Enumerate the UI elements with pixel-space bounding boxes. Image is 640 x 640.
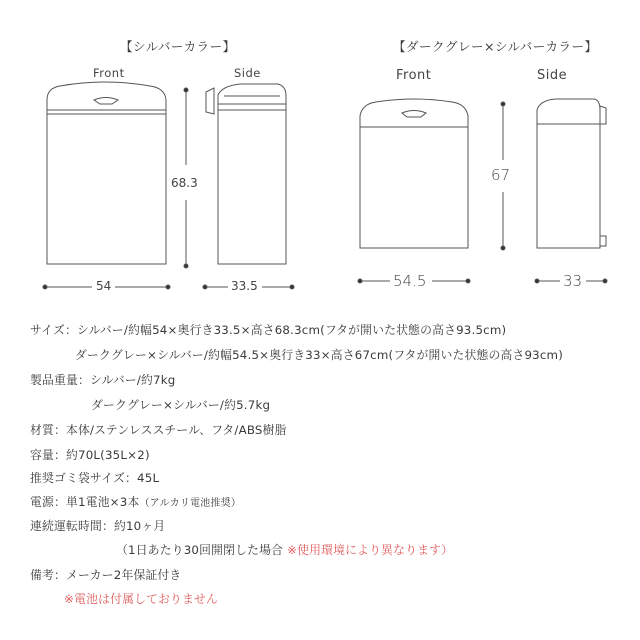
spec-capacity: 容量：約70L(35L×2) <box>30 448 150 462</box>
dark-side-drawing <box>537 99 606 248</box>
silver-side-drawing <box>206 84 286 264</box>
spec-power-main: 電源：単1電池×3本 <box>30 495 140 509</box>
dark-depth-value: 33 <box>563 272 583 290</box>
spec-power <box>30 493 241 510</box>
spec-runtime: 連続運転時間：約10ヶ月 <box>30 519 166 533</box>
silver-heading: 【シルバーカラー】 <box>120 39 236 54</box>
spec-size-dark: ダークグレー×シルバー/約幅54.5×奥行き33×高さ67cm(フタが開いた状態の高さ93cm) <box>75 348 564 362</box>
spec-size-silver: サイズ：シルバー/約幅54×奥行き33.5×高さ68.3cm(フタが開いた状態の高さ93.5cm) <box>30 323 507 337</box>
spec-bag-size: 推奨ゴミ袋サイズ：45L <box>30 471 160 485</box>
dark-front-drawing <box>360 99 468 248</box>
silver-front-drawing <box>47 82 166 264</box>
silver-width-value: 54 <box>96 279 112 293</box>
silver-front-label: Front <box>93 66 125 80</box>
spec-runtime-note-mark: ※使用環境により異なります） <box>287 543 454 557</box>
silver-depth-value: 33.5 <box>231 279 258 293</box>
spec-runtime-note-a: （1日あたり30回開閉した場合 <box>116 543 284 557</box>
silver-side-label: Side <box>234 66 261 80</box>
spec-material: 材質：本体/ステンレススチール、フタ/ABS樹脂 <box>30 423 287 437</box>
spec-battery-note: ※電池は付属しておりません <box>64 592 219 606</box>
spec-runtime-note <box>116 541 453 558</box>
dark-height-value: 67 <box>491 166 511 184</box>
spec-note: 備考：メーカー2年保証付き <box>30 568 182 582</box>
dark-side-label: Side <box>537 68 568 83</box>
spec-weight-silver: 製品重量：シルバー/約7kg <box>30 373 176 387</box>
dark-heading: 【ダークグレー×シルバーカラー】 <box>393 39 598 54</box>
dark-width-value: 54.5 <box>393 272 427 290</box>
silver-height-value: 68.3 <box>171 176 198 190</box>
spec-power-note: （アルカリ電池推奨） <box>139 498 242 509</box>
dark-front-label: Front <box>396 68 432 83</box>
spec-weight-dark: ダークグレー×シルバー/約5.7kg <box>91 398 271 412</box>
